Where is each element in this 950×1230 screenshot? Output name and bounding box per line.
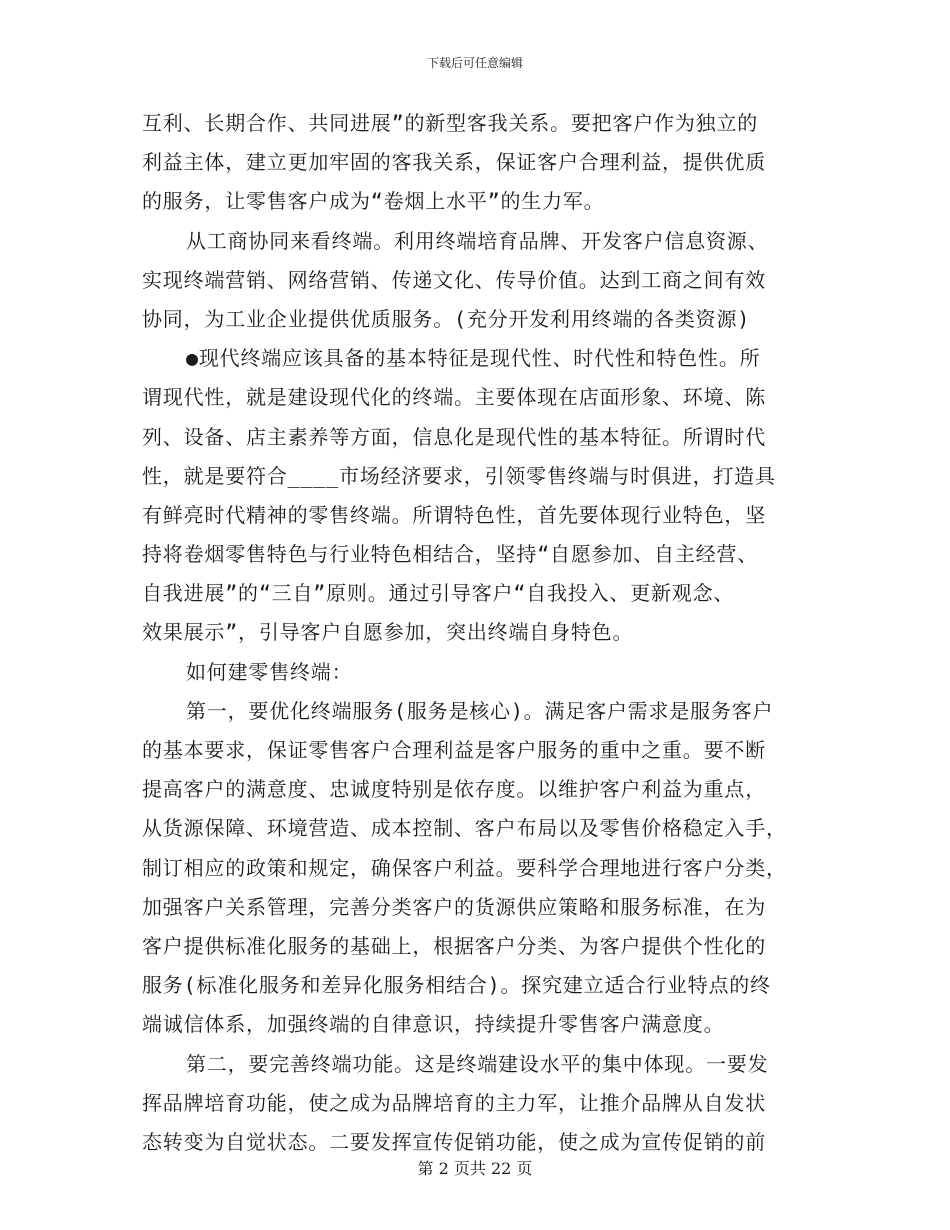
text-line: 制订相应的政策和规定，确保客户利益。要科学合理地进行客户分类， xyxy=(142,855,787,880)
text-line: 挥品牌培育功能，使之成为品牌培育的主力军，让推介品牌从自发状 xyxy=(142,1090,766,1115)
text-line: 的基本要求，保证零售客户合理利益是客户服务的重中之重。要不断 xyxy=(142,738,766,762)
text-line: 谓现代性，就是建设现代化的终端。主要体现在店面形象、环境、陈 xyxy=(142,385,766,410)
section-heading: 如何建零售终端： xyxy=(186,659,353,684)
text-line: 利益主体，建立更加牢固的客我关系，保证客户合理利益，提供优质 xyxy=(142,150,766,175)
text-line: 有鲜亮时代精神的零售终端。所谓特色性，首先要体现行业特色，坚 xyxy=(142,502,766,527)
text-line: 实现终端营销、网络营销、传递文化、传导价值。达到工商之间有效 xyxy=(142,267,766,292)
text-line: 从工商协同来看终端。利用终端培育品牌、开发客户信息资源、 xyxy=(186,228,769,253)
text-line: 加强客户关系管理，完善分类客户的货源供应策略和服务标准，在为 xyxy=(142,894,766,919)
text-line: 第二，要完善终端功能。这是终端建设水平的集中体现。一要发 xyxy=(186,1051,769,1076)
text-line: 持将卷烟零售特色与行业特色相结合，坚持“自愿参加、自主经营、 xyxy=(142,542,759,567)
text-line: 列、设备、店主素养等方面，信息化是现代性的基本特征。所谓时代 xyxy=(142,424,766,449)
text-line: 互利、长期合作、共同进展”的新型客我关系。要把客户作为独立的 xyxy=(142,111,759,135)
text-line: 端诚信体系，加强终端的自律意识，持续提升零售客户满意度。 xyxy=(142,1012,725,1037)
document-body xyxy=(142,104,822,1162)
text-line: 客户提供标准化服务的基础上，根据客户分类、为客户提供个性化的 xyxy=(142,933,766,958)
text-line: 自我进展”的“三自”原则。通过引导客户“自我投入、更新观念、 xyxy=(142,581,735,606)
page-number: 第 2 页共 22 页 xyxy=(417,1159,533,1178)
text-line: 效果展示”，引导客户自愿参加，突出终端自身特色。 xyxy=(142,620,634,645)
text-line: 提高客户的满意度、忠诚度特别是依存度。以维护客户利益为重点， xyxy=(142,777,766,802)
text-line: 性，就是要符合____市场经济要求，引领零售终端与时俱进，打造具 xyxy=(142,463,776,488)
text-line: 从货源保障、环境营造、成本控制、客户布局以及零售价格稳定入手， xyxy=(142,816,787,841)
text-line: 第一，要优化终端服务(服务是核心)。满足客户需求是服务客户 xyxy=(186,698,774,723)
text-line: 态转变为自觉状态。二要发挥宣传促销功能，使之成为宣传促销的前 xyxy=(142,1129,766,1154)
page-header: 下载后可任意编辑 xyxy=(426,56,523,70)
text-line: 服务(标准化服务和差异化服务相结合)。探究建立适合行业特点的终 xyxy=(142,973,771,998)
text-line: 协同，为工业企业提供优质服务。(充分开发利用终端的各类资源) xyxy=(142,306,751,331)
text-line: ●现代终端应该具备的基本特征是现代性、时代性和特色性。所 xyxy=(186,346,761,371)
text-line: 的服务，让零售客户成为“卷烟上水平”的生力军。 xyxy=(142,189,605,214)
